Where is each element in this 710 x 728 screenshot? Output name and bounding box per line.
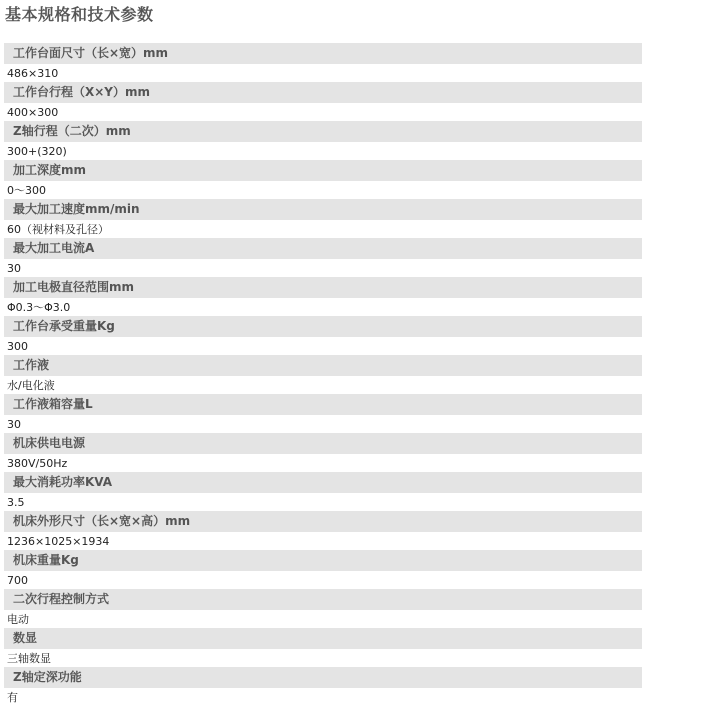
spec-item <box>4 238 642 277</box>
spec-value: 有 <box>7 691 18 704</box>
spec-item <box>4 277 642 316</box>
spec-label: 工作液 <box>4 355 642 376</box>
spec-value: 700 <box>7 574 28 587</box>
spec-item <box>4 628 642 667</box>
spec-item <box>4 43 642 82</box>
spec-item <box>4 472 642 511</box>
spec-item <box>4 589 642 628</box>
spec-label: 加工电极直径范围mm <box>4 277 642 298</box>
spec-label: 工作台面尺寸（长×宽）mm <box>4 43 642 64</box>
spec-value: 486×310 <box>7 67 59 80</box>
spec-label: 机床外形尺寸（长×宽×高）mm <box>4 511 642 532</box>
spec-label: 二次行程控制方式 <box>4 589 642 610</box>
spec-value: 1236×1025×1934 <box>7 535 110 548</box>
spec-value: 300+(320) <box>7 145 67 158</box>
spec-value: 400×300 <box>7 106 59 119</box>
spec-label: 工作台承受重量Kg <box>4 316 642 337</box>
spec-value: 三轴数显 <box>7 652 51 665</box>
spec-label: 工作液箱容量L <box>4 394 642 415</box>
spec-item <box>4 550 642 589</box>
spec-label: 机床重量Kg <box>4 550 642 571</box>
spec-item <box>4 82 642 121</box>
spec-value: 30 <box>7 262 21 275</box>
spec-value: 3.5 <box>7 496 25 509</box>
spec-label: Z轴行程（二次）mm <box>4 121 642 142</box>
spec-item <box>4 121 642 160</box>
spec-item <box>4 160 642 199</box>
spec-label: 最大消耗功率KVA <box>4 472 642 493</box>
spec-item <box>4 355 642 394</box>
spec-label: 加工深度mm <box>4 160 642 181</box>
spec-value: 电动 <box>7 613 29 626</box>
spec-item <box>4 433 642 472</box>
spec-label: 机床供电电源 <box>4 433 642 454</box>
spec-value: 300 <box>7 340 28 353</box>
spec-value: 水/电化液 <box>7 379 55 392</box>
spec-value: 30 <box>7 418 21 431</box>
spec-item <box>4 199 642 238</box>
spec-item <box>4 667 642 706</box>
spec-item <box>4 511 642 550</box>
spec-item <box>4 316 642 355</box>
spec-label: 最大加工速度mm/min <box>4 199 642 220</box>
page-title: 基本规格和技术参数 <box>5 5 154 24</box>
spec-value: 60（视材料及孔径） <box>7 223 109 236</box>
spec-label: Z轴定深功能 <box>4 667 642 688</box>
spec-value: 380V/50Hz <box>7 457 68 470</box>
spec-label: 最大加工电流A <box>4 238 642 259</box>
spec-label: 数显 <box>4 628 642 649</box>
spec-list <box>4 43 642 706</box>
spec-value: 0～300 <box>7 184 46 197</box>
spec-value: Φ0.3～Φ3.0 <box>7 301 71 314</box>
spec-label: 工作台行程（X×Y）mm <box>4 82 642 103</box>
spec-item <box>4 394 642 433</box>
